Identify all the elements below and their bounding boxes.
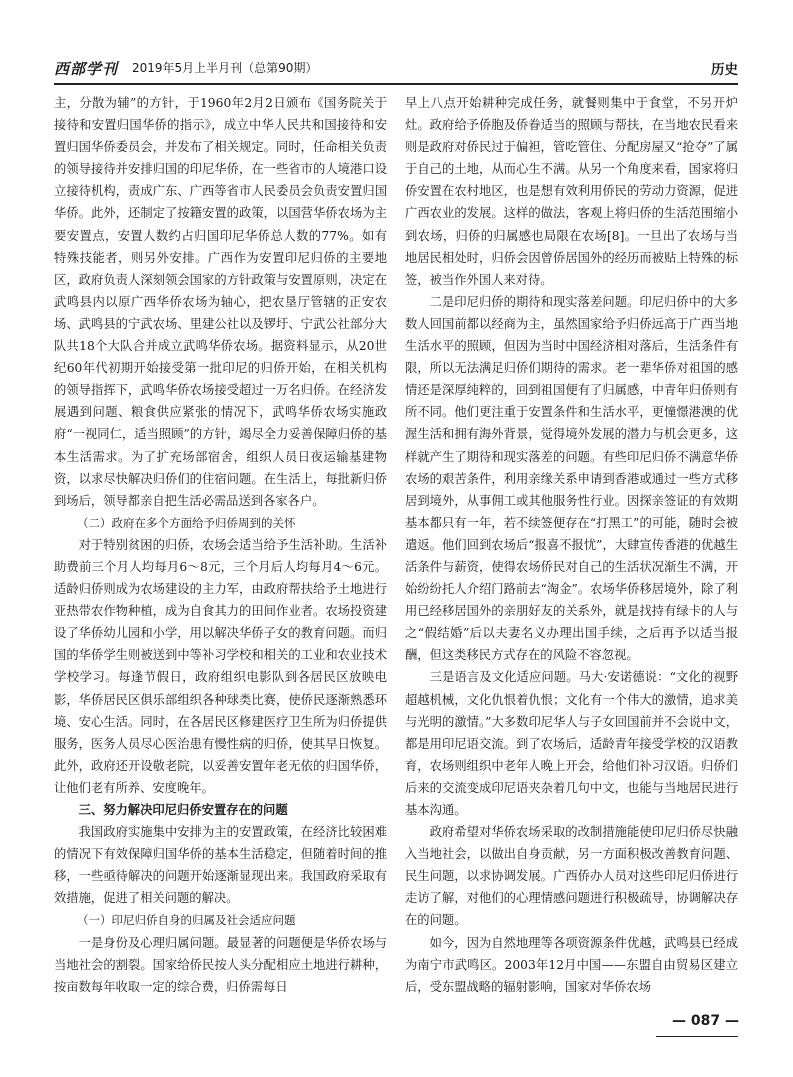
paragraph: 对于特别贫困的归侨，农场会适当给予生活补助。生活补助费前三个月人均每月6～8元，三个月后人均每月4～6元。适龄归侨则成为农场建设的主力军，由政府帮扶给予土地进行亚热带农作物种植，成为自食其力的田间作业者。农场投资建设了华侨幼儿园和小学，用以解决华侨子女的教育问题。而归国的华侨学生则被送到中等补习学校和相关的工业和农业技术学校学习。每逢节假日，政府组织电影队到各居民区放映电影，华侨居民区俱乐部组织各种球类比赛，使侨民逐渐熟悉环境、安心生活。同时，在各居民区修建医疗卫生所为归侨提供服务，医务人员尽心医治患有慢性病的归侨，使其早日恢复。此外，政府还开设敬老院，以妥善安置年老无依的归国华侨，让他们老有所养、安度晚年。 <box>54 537 387 795</box>
section-heading: 三、努力解决印尼归侨安置存在的问题 <box>78 803 288 817</box>
page-header <box>54 58 738 84</box>
paragraph: 如今，因为自然地理等各项资源条件优越，武鸣县已经成为南宁市武鸣区。2003年12月中国——东盟自由贸易区建立后，受东盟战略的辐射影响，国家对华侨农场 <box>405 935 738 994</box>
issue-info: 2019年5月上半月刊（总第90期） <box>132 61 318 75</box>
right-column <box>405 92 738 998</box>
paragraph-continued: 早上八点开始耕种完成任务，就餐则集中于食堂，不另开炉灶。政府给予侨胞及侨眷适当的照顾与帮扶，在当地农民看来则是政府对侨民过于偏袒，管吃管住、分配房屋又“抢夺”了属于自己的土地，从而心生不满。从另一个角度来看，国家将归侨安置在农村地区，也是想有效利用侨民的劳动力资源，促进广西农业的发展。这样的做法，客观上将归侨的生活范围缩小到农场，归侨的归属感也局限在农场[8]。一旦出了农场与当地居民相处时，归侨会因曾侨居国外的经历而被贴上特殊的标签，被当作外国人来对待。 <box>405 96 738 287</box>
journal-logo: 西部学刊 <box>54 60 119 78</box>
paragraph: 政府希望对华侨农场采取的改制措施能使印尼归侨尽快融入当地社会，以做出自身贡献，另一方面积极改善教育问题、民生问题，以求协调发展。广西侨办人员对这些印尼归侨进行走访了解，对他们的心理情感问题进行积极疏导，协调解决存在的问题。 <box>405 825 738 928</box>
subsection-heading: （二）政府在多个方面给予归侨周到的关怀 <box>77 515 296 530</box>
left-column <box>54 92 387 998</box>
header-rule <box>54 83 738 85</box>
paragraph: 我国政府实施集中安排为主的安置政策，在经济比较困难的情况下有效保障归国华侨的基本生活稳定，但随着时间的推移，一些亟待解决的问题开始逐渐显现出来。我国政府采取有效措施，促进了相关问题的解决。 <box>54 825 387 906</box>
paragraph: 二是印尼归侨的期待和现实落差问题。印尼归侨中的大多数人回国前都以经商为主，虽然国家给予归侨远高于广西当地生活水平的照顾，但因为当时中国经济相对落后，生活条件有限，所以无法满足归侨们期待的需求。老一辈华侨对祖国的感情还是深厚纯粹的，回到祖国便有了归属感，中青年归侨则有所不同。他们更注重于安置条件和生活水平，更憧憬港澳的优渥生活和拥有海外背景，觉得境外发展的潜力与机会更多，这样就产生了期待和现实落差的问题。有些印尼归侨不满意华侨农场的艰苦条件，利用亲缘关系申请到香港或通过一些方式移居到境外，从事佣工或其他服务性行业。因探亲签证的有效期基本都只有一年，若不续签便存在“打黑工”的可能，随时会被遣返。他们回到农场后“报喜不报忧”，大肆宣传香港的优越生活条件与薪资，使得农场侨民对自己的生活状况渐生不满，开始纷纷托人介绍门路前去“淘金”。农场华侨移居境外，除了利用已经移居国外的亲朋好友的关系外，就是找持有绿卡的人与之“假结婚”后以夫妻名义办理出国手续，之后再予以适当报酬，但这类移民方式存在的风险不容忽视。 <box>405 294 738 663</box>
section-tag: 历史 <box>711 62 738 78</box>
subsection-heading: （一）印尼归侨自身的归属及社会适应问题 <box>77 913 296 928</box>
paragraph-continued: 主，分散为辅”的方针，于1960年2月2日颁布《国务院关于接待和安置归国华侨的指示》，成立中华人民共和国接待和安置归国华侨委员会，并发布了相关规定。同时，任命相关负责的领导接待并安排归国的印尼华侨，在一些省市的人境港口设立接待机构，责成广东、广西等省市人民委员会负责安置归国华侨。此外，还制定了按籍安置的政策，以国营华侨农场为主要安置点，安置人数约占归国印尼华侨总人数的77%。如有特殊技能者，则另外安排。广西作为安置印尼归侨的主要地区，政府负责人深刻领会国家的方针政策与安置原则，决定在武鸣县内以原广西华侨农场为轴心，把农垦厅管辖的正安农场、武鸣县的宁武农场、里建公社以及锣圩、宁武公社部分大队共18个大队合并成立武鸣华侨农场。据资料显示，从20世纪60年代初期开始接受第一批印尼的归侨开始，在相关机构的领导指挥下，武鸣华侨农场接受超过一万名归侨。在经济发展遇到问题、粮食供应紧张的情况下，武鸣华侨农场实施政府“一视同仁，适当照顾”的方针，竭尽全力妥善保障归侨的基本生活需求。为了扩充场部宿舍，组织人员日夜运输基建物资，以求尽快解决归侨们的住宿问题。在生活上，每批新归侨到场后，领导都亲自把生活必需品送到各家各户。 <box>54 96 387 508</box>
page-number: — 087 — <box>672 1013 739 1029</box>
page-number-rule <box>656 1036 738 1037</box>
paragraph: 一是身份及心理归属问题。最显著的问题便是华侨农场与当地社会的割裂。国家给侨民按人头分配相应土地进行耕种，按亩数每年收取一定的综合费，归侨需每日 <box>54 935 387 994</box>
paragraph: 三是语言及文化适应问题。马大·安诺德说：“文化的视野超越机械，文化仇恨着仇恨；文化有一个伟大的激情，追求美与光明的激情。”大多数印尼华人与子女回国前并不会说中文，都是用印尼语交流。到了农场后，适龄青年接受学校的汉语教育，农场则组织中老年人晚上开会，给他们补习汉语。归侨们后来的交流变成印尼语夹杂着几句中文，也能与当地居民进行基本沟通。 <box>405 670 738 817</box>
